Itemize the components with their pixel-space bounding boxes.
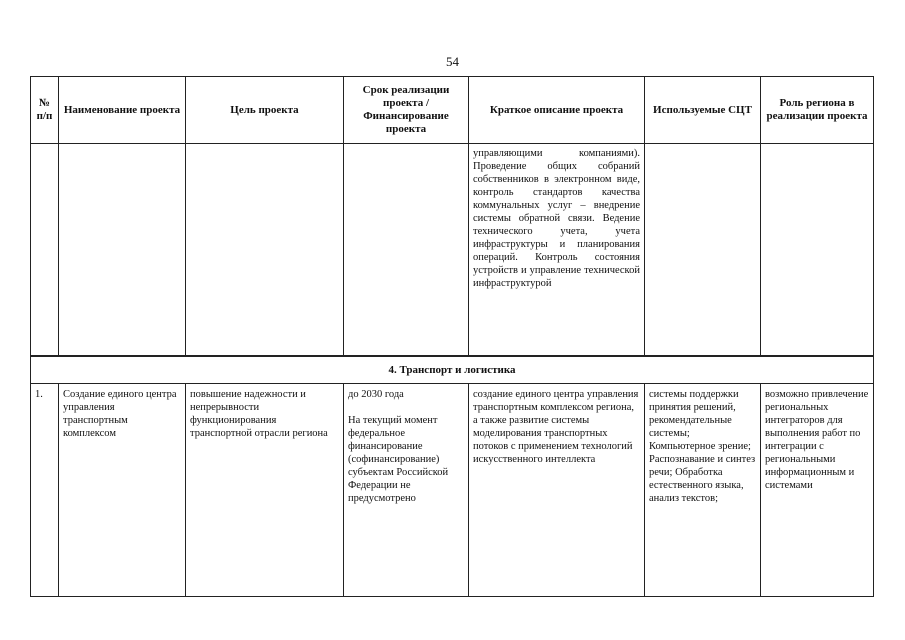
cell-empty: [186, 144, 344, 357]
cell-empty: [344, 144, 469, 357]
table-row-continuation: [31, 144, 874, 357]
cell-num: 1.: [31, 384, 59, 597]
cell-tech: системы поддержки принятия решений, рекомендательные системы; Компьютерное зрение; Распознавание и синтез речи; Обработка естественного языка, анализ текстов;: [645, 384, 761, 597]
cell-role: возможно привлечение региональных интеграторов для выполнения работ по интеграции с региональными информационным и системами: [761, 384, 874, 597]
table-row: [31, 384, 874, 597]
cell-empty: [645, 144, 761, 357]
section-title: 4. Транспорт и логистика: [31, 356, 874, 384]
cell-empty: [31, 144, 59, 357]
header-num: № п/п: [31, 77, 59, 144]
header-goal: Цель проекта: [186, 77, 344, 144]
cell-name: Создание единого центра управления транспортным комплексом: [59, 384, 186, 597]
header-role: Роль региона в реализации проекта: [761, 77, 874, 144]
projects-table: [30, 76, 874, 597]
cell-term: [344, 384, 469, 597]
section-row: [31, 356, 874, 384]
term-date: до 2030 года: [348, 389, 404, 400]
header-desc: Краткое описание проекта: [469, 77, 645, 144]
cell-empty: [59, 144, 186, 357]
cell-desc: создание единого центра управления транспортным комплексом региона, а также развитие системы моделирования транспортных потоков с применением технологий искусственного интеллекта: [469, 384, 645, 597]
cell-goal: повышение надежности и непрерывности функционирования транспортной отрасли региона: [186, 384, 344, 597]
term-finance: На текущий момент федеральное финансирование (софинансирование) субъектам Российской Федерации не предусмотрено: [348, 415, 449, 504]
header-term: Срок реализации проекта / Финансирование проекта: [344, 77, 469, 144]
header-tech: Используемые СЦТ: [645, 77, 761, 144]
header-name: Наименование проекта: [59, 77, 186, 144]
cell-empty: [761, 144, 874, 357]
page-number: 54: [446, 54, 459, 69]
cell-desc-continuation: управляющими компаниями). Проведение общих собраний собственников в электронном виде, контроль стандартов качества коммунальных услуг – внедрение системы обратной связи. Ведение технического учета, учета инфраструктуры и планирования операций. Контроль состояния устройств и управление технической инфраструктурой: [469, 144, 645, 357]
table-header-row: [31, 77, 874, 144]
